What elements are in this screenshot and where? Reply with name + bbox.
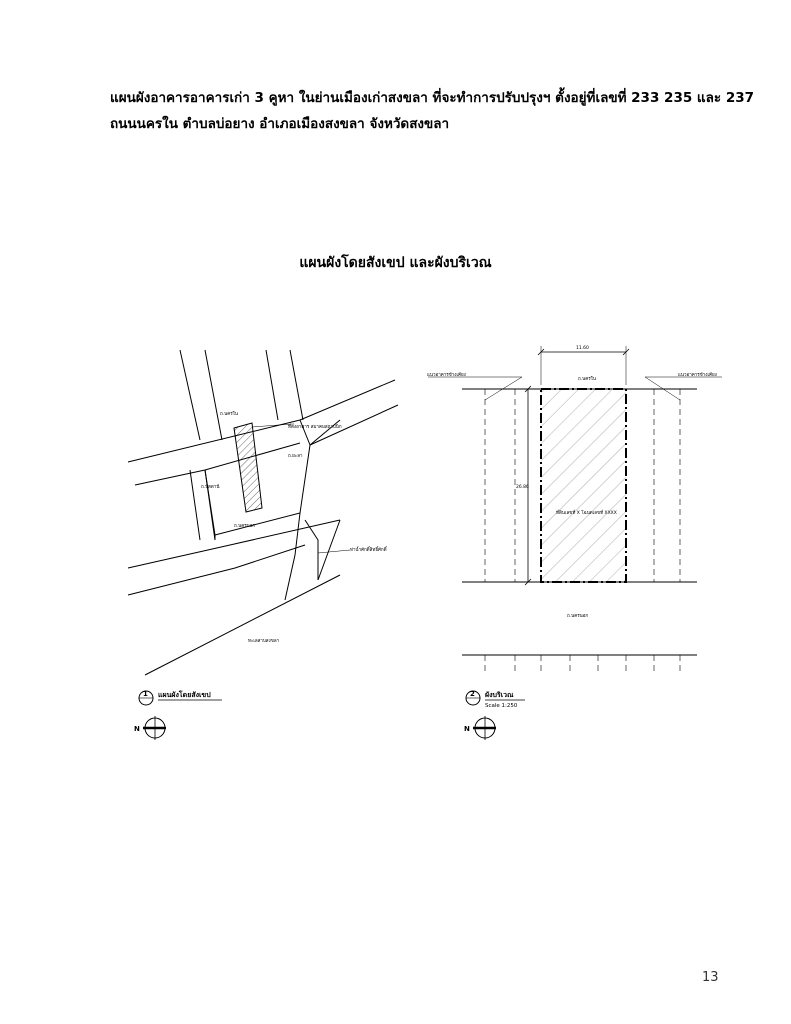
label-road-top: ถ.นครใน bbox=[220, 412, 238, 417]
caption-2 bbox=[466, 690, 525, 709]
site-hatch-1 bbox=[234, 423, 262, 512]
label-lake: ทะเลสาบสงขลา bbox=[248, 639, 280, 644]
caption-2-text: ผังบริเวณ bbox=[485, 691, 514, 699]
road-top-right bbox=[266, 350, 303, 420]
label-site-2: ที่ดินเลขที่ X โฉนดเลขที่ XXXX bbox=[556, 511, 617, 516]
north-arrow-2 bbox=[464, 716, 496, 740]
label-road-bottom: ถ.นครนอก bbox=[234, 524, 256, 529]
road-north-edge bbox=[180, 350, 222, 440]
label-road-left: ถ.ปัตตานี bbox=[201, 485, 220, 490]
label-site: ที่ตั้งอาคาร สมาคมสถาปนิก bbox=[288, 425, 342, 430]
north-label-2: N bbox=[464, 725, 470, 733]
road-yala bbox=[285, 420, 340, 600]
road-nakhonnok bbox=[128, 520, 340, 595]
dim-width: 11.60 bbox=[576, 346, 589, 351]
intro-line-1: แผนผังอาคารอาคารเก่า 3 คูหา ในย่านเมืองเก่าสงขลา ที่จะทำการปรับปรุงฯ ตั้งอยู่ที่เลขที่ 233 235 และ 237 bbox=[110, 90, 755, 106]
scale-label: Scale 1:250 bbox=[485, 703, 518, 709]
ref-number-1: 1 bbox=[143, 690, 148, 698]
north-label-1: N bbox=[134, 725, 140, 733]
intro-line-2: ถนนนครใน ตำบลบ่อยาง อำเภอเมืองสงขลา จังหวัดสงขลา bbox=[110, 116, 450, 132]
label-road-top-2: ถ.นครใน bbox=[578, 377, 596, 382]
page-number: 13 bbox=[702, 970, 719, 985]
caption-1-text: แผนผังโดยสังเขป bbox=[158, 691, 211, 699]
label-road-right: ถ.ยะลา bbox=[288, 454, 303, 459]
lake-shore bbox=[145, 575, 340, 675]
location-map bbox=[128, 350, 398, 675]
north-arrow-1 bbox=[134, 716, 166, 740]
road-pattani bbox=[190, 470, 215, 540]
label-landmark: ท่าน้ำศักดิ์สิทธิ์ศักดิ์ bbox=[350, 548, 387, 553]
caption-1 bbox=[139, 690, 222, 705]
site-plot bbox=[541, 389, 626, 582]
section-title: แผนผังโดยสังเขป และผังบริเวณ bbox=[299, 255, 492, 271]
road-nakhonnai bbox=[128, 380, 398, 485]
label-road-bottom-2: ถ.นครนอก bbox=[567, 614, 589, 619]
label-neighbor-right: แนวอาคารข้างเคียง bbox=[678, 373, 717, 378]
dim-depth: 26.86 bbox=[516, 485, 529, 490]
label-neighbor-left: แนวอาคารข้างเคียง bbox=[427, 373, 466, 378]
ref-number-2: 2 bbox=[470, 690, 475, 698]
